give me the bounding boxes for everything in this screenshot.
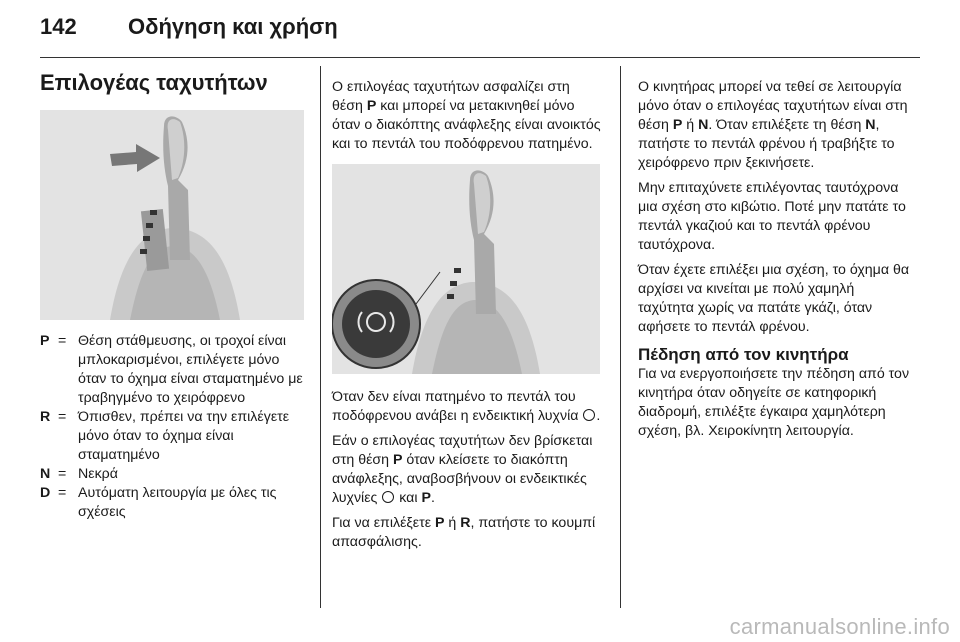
gear-selector-illustration <box>40 110 304 320</box>
paragraph <box>332 514 604 552</box>
position-key: R <box>40 409 51 425</box>
definition-row <box>40 484 304 522</box>
equals-sign: = <box>58 485 67 501</box>
text: . <box>596 408 601 424</box>
column-divider-2 <box>620 66 621 608</box>
definition-row <box>40 465 304 484</box>
column-2 <box>332 78 604 558</box>
section-title: Επιλογέας ταχυτήτων <box>40 70 268 95</box>
paragraph <box>332 388 604 426</box>
paragraph <box>332 432 604 508</box>
text: ή <box>444 515 461 531</box>
column-divider-1 <box>320 66 321 608</box>
bold-text: P <box>421 490 431 506</box>
paragraph: Μην επιταχύνετε επιλέγοντας ταυτόχρονα μια σχέση στο κιβώτιο. Ποτέ μην πατάτε το πεντάλ γκαζιού και το πεντάλ φρένου ταυτόχρονα. <box>638 180 906 253</box>
text: και μπορεί να μετακινηθεί μόνο όταν ο διακόπτης ανάφλεξης είναι ανοικτός και το πεντάλ του ποδόφρενου πατημένο. <box>332 98 601 152</box>
bold-text: R <box>460 515 471 531</box>
paragraph: Για να ενεργοποιήσετε την πέδηση από τον κινητήρα όταν οδηγείτε σε κατηφορική διαδρομή, επιλέξτε έγκαιρα χαμηλότερη σχέση, βλ. Χειροκίνητη λειτουργία. <box>638 366 910 439</box>
paragraph: Όταν έχετε επιλέξει μια σχέση, το όχημα θα αρχίσει να κινείται με πολύ χαμηλή ταχύτητα χωρίς να πατάτε γκάζι, όταν αφήσετε το πεντάλ φρένου. <box>638 262 910 335</box>
subsection-title: Πέδηση από τον κινητήρα <box>638 345 849 364</box>
position-description: Νεκρά <box>78 466 118 482</box>
position-key: N <box>40 466 51 482</box>
text: και <box>395 490 422 506</box>
position-description: Αυτόματη λειτουργία με όλες τις σχέσεις <box>78 485 277 520</box>
bold-text: P <box>366 98 377 114</box>
definition-row <box>40 408 304 465</box>
text: Εάν ο επιλογέας ταχυτήτων δεν βρίσκεται στη θέση <box>332 433 593 468</box>
bold-text: P <box>672 117 683 133</box>
chapter-title: Οδήγηση και χρήση <box>128 14 338 39</box>
equals-sign: = <box>58 333 67 349</box>
bold-text: P <box>393 452 403 468</box>
text: Για να επιλέξετε <box>332 515 435 531</box>
text: , πατήστε το κουμπί απασφάλισης. <box>332 515 596 550</box>
brake-warning-icon <box>382 491 394 503</box>
position-definitions <box>40 332 304 522</box>
equals-sign: = <box>58 466 67 482</box>
brake-indicator-illustration <box>332 164 600 374</box>
brake-warning-icon <box>583 409 595 421</box>
paragraph <box>332 78 604 154</box>
position-description: Όπισθεν, πρέπει να την επιλέγετε μόνο όταν το όχημα είναι σταματημένο <box>78 409 290 463</box>
page-header <box>40 14 920 50</box>
position-key: D <box>40 485 51 501</box>
bold-text: N <box>698 117 709 133</box>
column-1 <box>40 70 304 522</box>
paragraph <box>638 78 910 173</box>
text: ή <box>682 117 699 133</box>
watermark: carmanualsonline.info <box>729 614 950 639</box>
text: . Όταν επιλέξετε τη θέση <box>708 117 866 133</box>
text: όταν κλείσετε το διακόπτη ανάφλεξης, αναβοσβήνουν οι ενδεικτικές λυχνίες <box>332 452 587 506</box>
text: Ο κινητήρας μπορεί να τεθεί σε λειτουργία μόνο όταν ο επιλογέας ταχυτήτων είναι στη θέση <box>638 79 908 133</box>
position-key: P <box>40 333 50 349</box>
position-description: Θέση στάθμευσης, οι τροχοί είναι μπλοκαρισμένοι, επιλέγετε μόνο όταν το όχημα είναι σταματημένο με τραβηγμένο το χειρόφρενο <box>78 333 303 406</box>
bold-text: P <box>434 515 445 531</box>
header-rule <box>40 57 920 58</box>
text: Όταν δεν είναι πατημένο το πεντάλ του ποδόφρενου ανάβει η ενδεικτική λυχνία <box>332 389 583 424</box>
equals-sign: = <box>58 409 67 425</box>
text: Ο επιλογέας ταχυτήτων ασφαλίζει στη θέση <box>332 79 570 114</box>
column-3 <box>638 78 910 447</box>
page-number: 142 <box>40 14 77 39</box>
text: . <box>430 490 435 506</box>
definition-row <box>40 332 304 408</box>
bold-text: N <box>865 117 876 133</box>
text: , πατήστε το πεντάλ φρένου ή τραβήξτε το χειρόφρενο πριν ξεκινήσετε. <box>638 117 895 171</box>
